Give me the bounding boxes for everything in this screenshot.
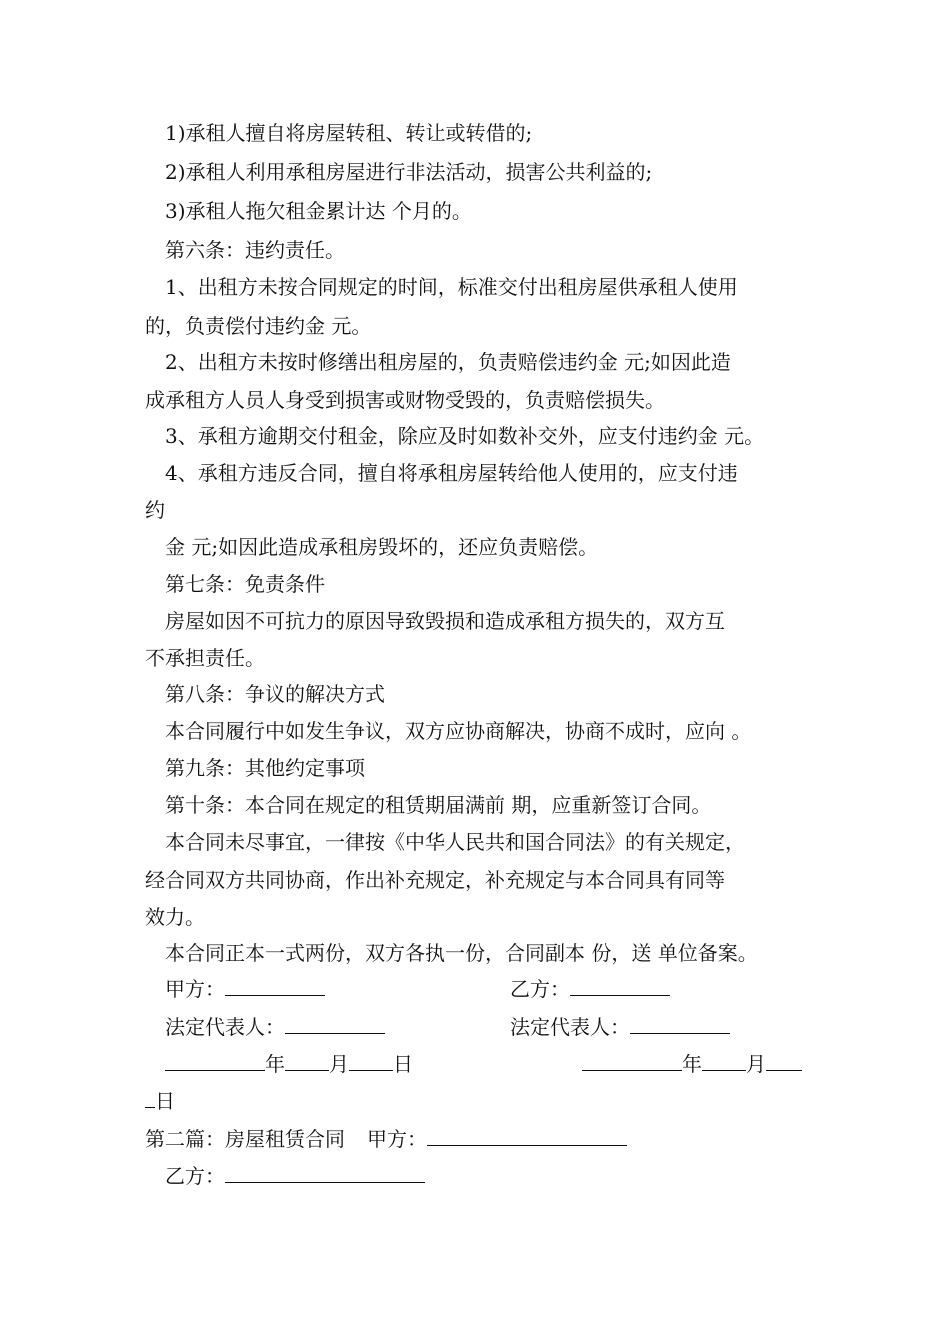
clause-line: 的，负责偿付违约金 元。 bbox=[145, 314, 372, 338]
clause-line: 成承租方人员人身受到损害或财物受毁的，负责赔偿损失。 bbox=[145, 388, 665, 412]
year-label: 年 bbox=[265, 1052, 285, 1076]
clause-line: 本合同未尽事宜，一律按《中华人民共和国合同法》的有关规定， bbox=[165, 830, 745, 854]
day-b-blank-part1[interactable] bbox=[766, 1052, 802, 1071]
date-a bbox=[165, 1051, 413, 1077]
party-a-signature bbox=[165, 976, 325, 1002]
day-b-blank-part2[interactable] bbox=[145, 1089, 155, 1108]
second-party-a-blank[interactable] bbox=[427, 1127, 627, 1146]
section-heading: 第九条：其他约定事项 bbox=[165, 756, 365, 780]
month-b-blank[interactable] bbox=[702, 1052, 746, 1071]
rep-a-signature bbox=[165, 1014, 385, 1040]
second-party-b-blank[interactable] bbox=[225, 1164, 425, 1183]
clause-line: 房屋如因不可抗力的原因导致毁损和造成承租方损失的，双方互 bbox=[165, 609, 725, 633]
clause-line: 效力。 bbox=[145, 905, 205, 929]
party-b-signature bbox=[510, 976, 670, 1002]
party-b-label: 乙方： bbox=[510, 977, 570, 1001]
clause-line: 4、承租方违反合同，擅自将承租房屋转给他人使用的，应支付违 bbox=[165, 461, 738, 485]
year-label: 年 bbox=[682, 1052, 702, 1076]
party-a-blank[interactable] bbox=[225, 977, 325, 996]
section-heading: 第七条：免责条件 bbox=[165, 572, 325, 596]
clause-line: 不承担责任。 bbox=[145, 646, 265, 670]
clause-line: 本合同正本一式两份，双方各执一份，合同副本 份，送 单位备案。 bbox=[165, 941, 758, 965]
clause-line: 1、出租方未按合同规定的时间，标准交付出租房屋供承租人使用 bbox=[165, 275, 738, 299]
day-a-blank[interactable] bbox=[349, 1052, 393, 1071]
section-heading: 第六条：违约责任。 bbox=[165, 238, 345, 262]
clause-line: 金 元;如因此造成承租房毁坏的，还应负责赔偿。 bbox=[165, 535, 599, 559]
clause-line: 本合同履行中如发生争议，双方应协商解决，协商不成时，应向 。 bbox=[165, 719, 752, 743]
clause-line: 约 bbox=[145, 498, 165, 522]
section-heading: 第十条：本合同在规定的租赁期届满前 期，应重新签订合同。 bbox=[165, 793, 712, 817]
section-heading: 第八条：争议的解决方式 bbox=[165, 682, 385, 706]
day-label: 日 bbox=[393, 1052, 413, 1076]
clause-line: 2、出租方未按时修缮出租房屋的，负责赔偿违约金 元;如因此造 bbox=[165, 350, 731, 374]
clause-line: 经合同双方共同协商，作出补充规定，补充规定与本合同具有同等 bbox=[145, 868, 725, 892]
date-b-continued bbox=[145, 1088, 175, 1114]
second-contract-header bbox=[145, 1126, 627, 1152]
rep-b-blank[interactable] bbox=[630, 1015, 730, 1034]
clause-line: 2)承租人利用承租房屋进行非法活动，损害公共利益的; bbox=[165, 160, 653, 184]
second-contract-title: 第二篇：房屋租赁合同 bbox=[145, 1127, 345, 1151]
second-party-a-label: 甲方： bbox=[367, 1127, 427, 1151]
clause-line: 3、承租方逾期交付租金，除应及时如数补交外，应支付违约金 元。 bbox=[165, 424, 765, 448]
month-label: 月 bbox=[329, 1052, 349, 1076]
year-a-blank[interactable] bbox=[165, 1052, 265, 1071]
date-b bbox=[582, 1051, 802, 1077]
party-b-blank[interactable] bbox=[570, 977, 670, 996]
rep-b-label: 法定代表人： bbox=[510, 1015, 630, 1039]
day-label: 日 bbox=[155, 1089, 175, 1113]
clause-line: 1)承租人擅自将房屋转租、转让或转借的; bbox=[165, 121, 533, 145]
second-party-b bbox=[165, 1163, 425, 1189]
rep-a-label: 法定代表人： bbox=[165, 1015, 285, 1039]
second-party-b-label: 乙方： bbox=[165, 1164, 225, 1188]
party-a-label: 甲方： bbox=[165, 977, 225, 1001]
month-label: 月 bbox=[746, 1052, 766, 1076]
month-a-blank[interactable] bbox=[285, 1052, 329, 1071]
year-b-blank[interactable] bbox=[582, 1052, 682, 1071]
rep-b-signature bbox=[510, 1014, 730, 1040]
clause-line: 3)承租人拖欠租金累计达 个月的。 bbox=[165, 199, 472, 223]
rep-a-blank[interactable] bbox=[285, 1015, 385, 1034]
